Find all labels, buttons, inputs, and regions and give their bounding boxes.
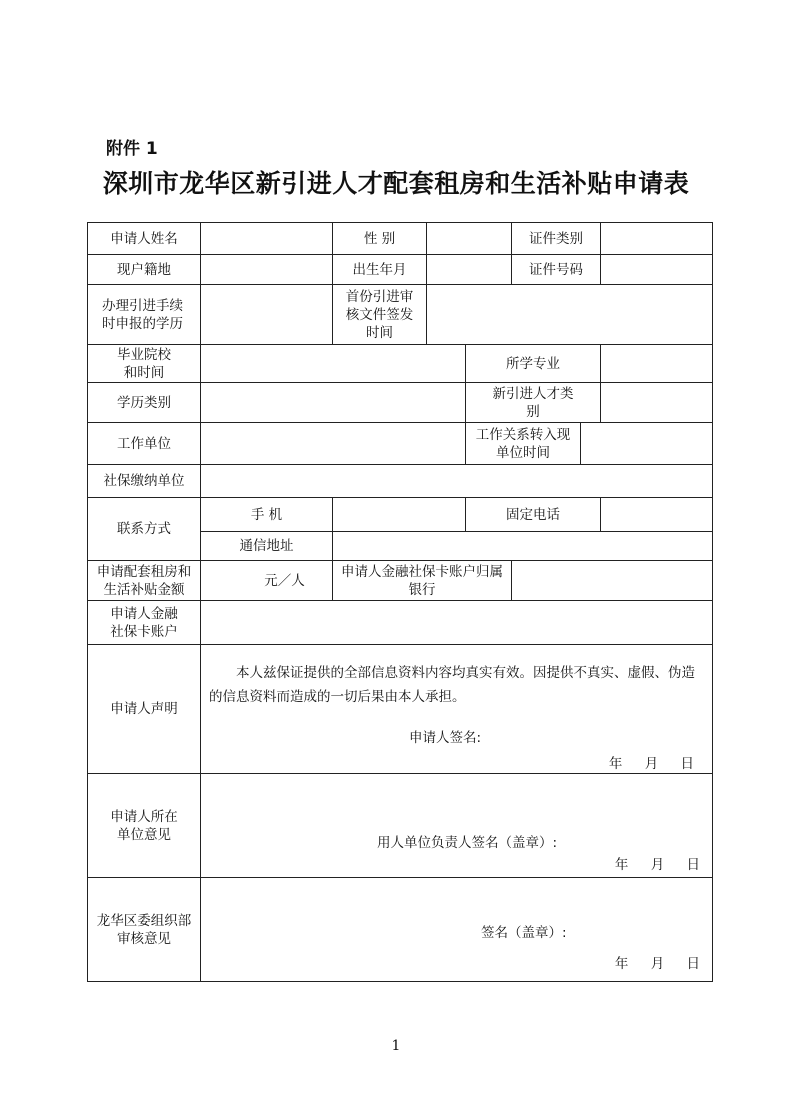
major-field[interactable] <box>601 345 713 383</box>
form-row <box>88 345 713 383</box>
education-label-text: 办理引进手续时申报的学历 <box>102 297 183 332</box>
applicant-signature: 申请人签名: <box>409 730 482 746</box>
org-signature: 签名（盖章）: <box>481 925 567 941</box>
gender-label: 性 别 <box>333 223 427 255</box>
declaration-cell <box>201 645 713 774</box>
employer-field[interactable] <box>201 423 466 465</box>
unit-opinion-cell[interactable] <box>201 774 713 878</box>
org-date: 年 月 日 <box>614 956 701 972</box>
talent-type-label-text: 新引进人才类别 <box>492 385 574 420</box>
form-row <box>88 285 713 345</box>
first-review-label <box>333 285 427 345</box>
form-row <box>88 878 713 982</box>
school-field[interactable] <box>201 345 466 383</box>
first-review-label-text: 首份引进审核文件签发时间 <box>345 288 414 341</box>
education-label <box>88 285 201 345</box>
household-field[interactable] <box>201 255 333 285</box>
landline-label: 固定电话 <box>466 498 601 532</box>
edu-type-label: 学历类别 <box>88 383 201 423</box>
unit-opinion-label-text: 申请人所在单位意见 <box>110 808 178 843</box>
landline-field[interactable] <box>601 498 713 532</box>
contact-label: 联系方式 <box>88 498 201 561</box>
birth-label: 出生年月 <box>333 255 427 285</box>
form-row <box>88 223 713 255</box>
talent-type-label <box>466 383 601 423</box>
household-label: 现户籍地 <box>88 255 201 285</box>
amount-label-text: 申请配套租房和生活补贴金额 <box>96 563 192 598</box>
school-label <box>88 345 201 383</box>
edu-type-field[interactable] <box>201 383 466 423</box>
unit-signature: 用人单位负责人签名（盖章）: <box>377 835 558 851</box>
account-field[interactable] <box>201 601 713 645</box>
application-form <box>87 222 713 982</box>
form-row <box>88 645 713 774</box>
birth-field[interactable] <box>427 255 512 285</box>
unit-opinion-label <box>88 774 201 878</box>
mobile-field[interactable] <box>333 498 466 532</box>
form-row <box>88 255 713 285</box>
declaration-text: 本人兹保证提供的全部信息资料内容均真实有效。因提供不真实、虚假、伪造的信息资料而造成的一切后果由本人承担。 <box>209 665 695 705</box>
id-type-field[interactable] <box>601 223 713 255</box>
social-security-unit-field[interactable] <box>201 465 713 498</box>
amount-field[interactable] <box>201 561 333 601</box>
amount-unit: 元／人 <box>264 572 305 589</box>
address-field[interactable] <box>333 532 713 561</box>
form-row <box>88 601 713 645</box>
education-field[interactable] <box>201 285 333 345</box>
name-field[interactable] <box>201 223 333 255</box>
account-label <box>88 601 201 645</box>
school-label-text: 毕业院校和时间 <box>117 346 171 381</box>
org-opinion-label <box>88 878 201 982</box>
amount-label <box>88 561 201 601</box>
annex-label: 附件 1 <box>106 139 158 159</box>
account-label-text: 申请人金融社保卡账户 <box>110 605 178 640</box>
applicant-date: 年 月 日 <box>608 756 695 772</box>
form-title: 深圳市龙华区新引进人才配套租房和生活补贴申请表 <box>102 169 690 198</box>
page-number: 1 <box>391 1038 401 1054</box>
transfer-time-field[interactable] <box>581 423 713 465</box>
major-label: 所学专业 <box>466 345 601 383</box>
form-row <box>88 423 713 465</box>
social-security-unit-label: 社保缴纳单位 <box>88 465 201 498</box>
id-number-field[interactable] <box>601 255 713 285</box>
declaration-label: 申请人声明 <box>88 645 201 774</box>
id-type-label: 证件类别 <box>512 223 601 255</box>
name-label: 申请人姓名 <box>88 223 201 255</box>
form-row <box>88 561 713 601</box>
org-opinion-cell[interactable] <box>201 878 713 982</box>
address-label: 通信地址 <box>201 532 333 561</box>
bank-label <box>333 561 512 601</box>
id-number-label: 证件号码 <box>512 255 601 285</box>
mobile-label: 手 机 <box>201 498 333 532</box>
form-row <box>88 383 713 423</box>
first-review-field[interactable] <box>427 285 713 345</box>
employer-label: 工作单位 <box>88 423 201 465</box>
unit-date: 年 月 日 <box>614 857 701 873</box>
talent-type-field[interactable] <box>601 383 713 423</box>
org-opinion-label-text: 龙华区委组织部审核意见 <box>96 912 192 947</box>
gender-field[interactable] <box>427 223 512 255</box>
form-row <box>88 498 713 532</box>
form-row <box>88 774 713 878</box>
form-row <box>88 465 713 498</box>
bank-label-text: 申请人金融社保卡账户归属银行 <box>341 563 503 598</box>
bank-field[interactable] <box>512 561 713 601</box>
transfer-time-label <box>466 423 581 465</box>
transfer-time-label-text: 工作关系转入现单位时间 <box>475 426 571 461</box>
